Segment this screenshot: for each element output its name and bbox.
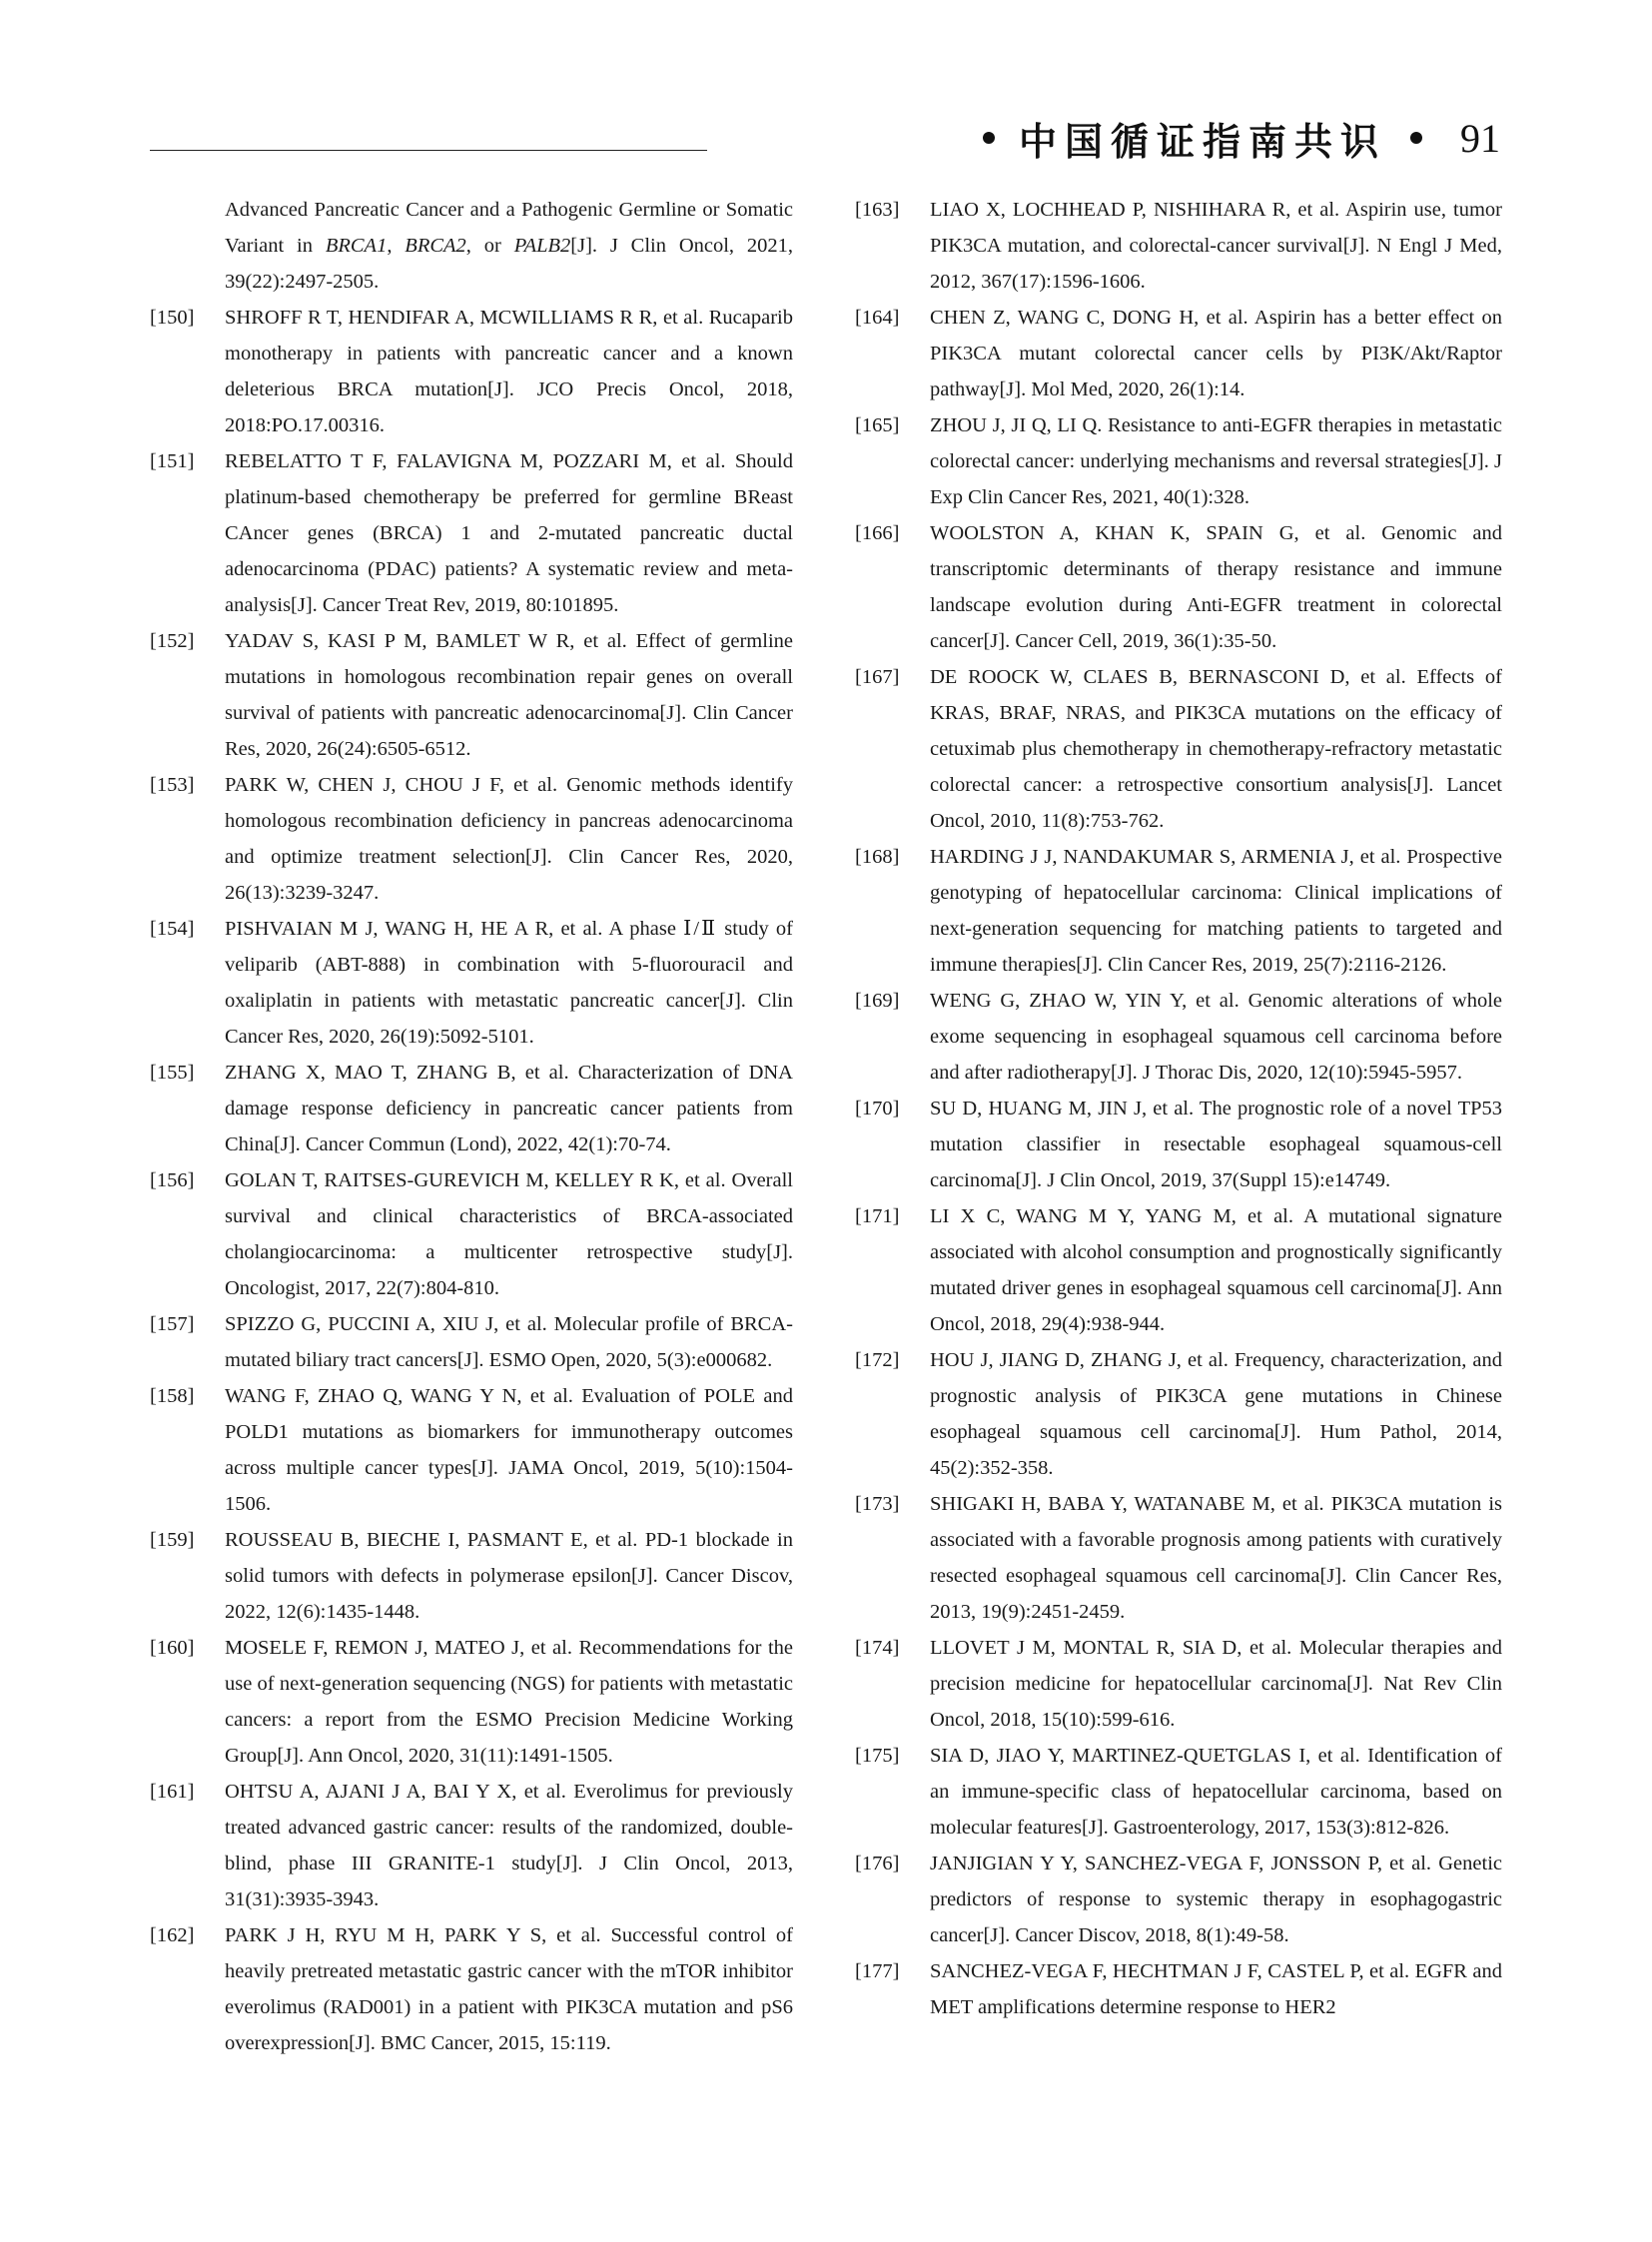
header-rule xyxy=(150,150,707,151)
reference-entry xyxy=(855,1846,1502,1953)
reference-number: [152] xyxy=(150,630,195,652)
reference-entry xyxy=(150,1774,793,1917)
reference-entry xyxy=(150,911,793,1055)
reference-number: [154] xyxy=(150,918,195,940)
reference-text: LI X C, WANG M Y, YANG M, et al. A mutational signature associated with alcohol consumption and prognostically significantly mutated driver genes in esophageal squamous cell carcinoma[J]. Ann Oncol, 2018, 29(4):938-944. xyxy=(930,1205,1502,1335)
reference-number: [163] xyxy=(855,199,900,221)
reference-entry xyxy=(150,1630,793,1774)
reference-entry xyxy=(150,443,793,623)
reference-entry xyxy=(150,300,793,443)
reference-number: [167] xyxy=(855,666,900,688)
left-column xyxy=(150,192,793,2061)
reference-number: [162] xyxy=(150,1924,195,1946)
reference-entry xyxy=(855,839,1502,983)
reference-number: [165] xyxy=(855,414,900,436)
reference-entry xyxy=(855,192,1502,300)
reference-text: WANG F, ZHAO Q, WANG Y N, et al. Evaluation of POLE and POLD1 mutations as biomarkers for immunotherapy outcomes across multiple cancer types[J]. JAMA Oncol, 2019, 5(10):1504-1506. xyxy=(225,1385,793,1515)
reference-number: [173] xyxy=(855,1493,900,1515)
reference-number: [158] xyxy=(150,1385,195,1407)
journal-title: 中国循证指南共识 xyxy=(1018,118,1386,164)
right-reference-list xyxy=(855,192,1502,2025)
reference-entry xyxy=(855,1630,1502,1738)
reference-entry xyxy=(150,1306,793,1378)
reference-text: PISHVAIAN M J, WANG H, HE A R, et al. A phase Ⅰ/Ⅱ study of veliparib (ABT-888) in combination with 5-fluorouracil and oxaliplatin in patients with metastatic pancreatic cancer[J]. Clin Cancer Res, 2020, 26(19):5092-5101. xyxy=(225,918,793,1048)
reference-number: [160] xyxy=(150,1637,195,1659)
reference-number: [169] xyxy=(855,990,900,1012)
reference-entry xyxy=(855,1091,1502,1198)
reference-number: [151] xyxy=(150,450,195,472)
reference-text: ZHOU J, JI Q, LI Q. Resistance to anti-EGFR therapies in metastatic colorectal cancer: underlying mechanisms and reversal strategies[J]. J Exp Clin Cancer Res, 2021, 40(1):328. xyxy=(930,414,1502,508)
reference-entry xyxy=(855,1738,1502,1846)
reference-text: MOSELE F, REMON J, MATEO J, et al. Recommendations for the use of next-generation sequencing (NGS) for patients with metastatic cancers: a report from the ESMO Precision Medicine Working Group[J]. Ann Oncol, 2020, 31(11):1491-1505. xyxy=(225,1637,793,1767)
reference-text: HARDING J J, NANDAKUMAR S, ARMENIA J, et al. Prospective genotyping of hepatocellular carcinoma: Clinical implications of next-generation sequencing for matching patients to targeted and immune therapies[J]. Clin Cancer Res, 2019, 25(7):2116-2126. xyxy=(930,846,1502,976)
reference-text: OHTSU A, AJANI J A, BAI Y X, et al. Everolimus for previously treated advanced gastric cancer: results of the randomized, double-blind, phase III GRANITE-1 study[J]. J Clin Oncol, 2013, 31(31):3935-3943. xyxy=(225,1781,793,1910)
reference-entry xyxy=(855,1342,1502,1486)
reference-text: SHIGAKI H, BABA Y, WATANABE M, et al. PIK3CA mutation is associated with a favorable prognosis among patients with curatively resected esophageal squamous cell carcinoma[J]. Clin Cancer Res, 2013, 19(9):2451-2459. xyxy=(930,1493,1502,1623)
bullet-dot-left xyxy=(983,132,995,144)
reference-text: PARK J H, RYU M H, PARK Y S, et al. Successful control of heavily pretreated metastatic gastric cancer with the mTOR inhibitor everolimus (RAD001) in a patient with PIK3CA mutation and pS6 overexpression[J]. BMC Cancer, 2015, 15:119. xyxy=(225,1924,793,2054)
reference-text: ROUSSEAU B, BIECHE I, PASMANT E, et al. PD-1 blockade in solid tumors with defects in polymerase epsilon[J]. Cancer Discov, 2022, 12(6):1435-1448. xyxy=(225,1529,793,1623)
reference-entry xyxy=(150,1378,793,1522)
reference-number: [171] xyxy=(855,1205,900,1227)
reference-number: [175] xyxy=(855,1745,900,1767)
reference-entry xyxy=(855,300,1502,407)
running-header xyxy=(983,108,1500,168)
reference-entry xyxy=(150,1917,793,2061)
reference-text: SIA D, JIAO Y, MARTINEZ-QUETGLAS I, et al. Identification of an immune-specific class of hepatocellular carcinoma, based on molecular features[J]. Gastroenterology, 2017, 153(3):812-826. xyxy=(930,1745,1502,1839)
reference-entry xyxy=(150,1522,793,1630)
reference-number: [172] xyxy=(855,1349,900,1371)
continued-reference: Advanced Pancreatic Cancer and a Pathogenic Germline or Somatic Variant in BRCA1, BRCA2, or PALB2[J]. J Clin Oncol, 2021, 39(22):2497-2505. xyxy=(225,199,794,293)
reference-text: LIAO X, LOCHHEAD P, NISHIHARA R, et al. Aspirin use, tumor PIK3CA mutation, and colorectal-cancer survival[J]. N Engl J Med, 2012, 367(17):1596-1606. xyxy=(930,199,1502,293)
reference-entry xyxy=(855,983,1502,1091)
reference-text: WOOLSTON A, KHAN K, SPAIN G, et al. Genomic and transcriptomic determinants of therapy resistance and immune landscape evolution during Anti-EGFR treatment in colorectal cancer[J]. Cancer Cell, 2019, 36(1):35-50. xyxy=(930,522,1502,652)
reference-text: LLOVET J M, MONTAL R, SIA D, et al. Molecular therapies and precision medicine for hepatocellular carcinoma[J]. Nat Rev Clin Oncol, 2018, 15(10):599-616. xyxy=(930,1637,1502,1731)
reference-entry xyxy=(150,1055,793,1162)
reference-number: [153] xyxy=(150,774,195,796)
bullet-dot-right xyxy=(1410,132,1422,144)
reference-entry xyxy=(855,515,1502,659)
reference-text: SANCHEZ-VEGA F, HECHTMAN J F, CASTEL P, et al. EGFR and MET amplifications determine response to HER2 xyxy=(930,1960,1502,2018)
right-column xyxy=(855,192,1502,2025)
reference-text: SPIZZO G, PUCCINI A, XIU J, et al. Molecular profile of BRCA-mutated biliary tract cancers[J]. ESMO Open, 2020, 5(3):e000682. xyxy=(225,1313,793,1371)
reference-text: DE ROOCK W, CLAES B, BERNASCONI D, et al. Effects of KRAS, BRAF, NRAS, and PIK3CA mutations on the efficacy of cetuximab plus chemotherapy in chemotherapy-refractory metastatic colorectal cancer: a retrospective consortium analysis[J]. Lancet Oncol, 2010, 11(8):753-762. xyxy=(930,666,1502,832)
reference-number: [155] xyxy=(150,1062,195,1084)
reference-entry xyxy=(855,407,1502,515)
reference-text: SHROFF R T, HENDIFAR A, MCWILLIAMS R R, et al. Rucaparib monotherapy in patients with pancreatic cancer and a known deleterious BRCA mutation[J]. JCO Precis Oncol, 2018, 2018:PO.17.00316. xyxy=(225,307,793,436)
reference-entry xyxy=(150,1162,793,1306)
reference-text: JANJIGIAN Y Y, SANCHEZ-VEGA F, JONSSON P, et al. Genetic predictors of response to systemic therapy in esophagogastric cancer[J]. Cancer Discov, 2018, 8(1):49-58. xyxy=(930,1853,1502,1946)
reference-entry xyxy=(855,1953,1502,2025)
reference-text: YADAV S, KASI P M, BAMLET W R, et al. Effect of germline mutations in homologous recombination repair genes on overall survival of patients with pancreatic adenocarcinoma[J]. Clin Cancer Res, 2020, 26(24):6505-6512. xyxy=(225,630,793,760)
reference-text: PARK W, CHEN J, CHOU J F, et al. Genomic methods identify homologous recombination deficiency in pancreas adenocarcinoma and optimize treatment selection[J]. Clin Cancer Res, 2020, 26(13):3239-3247. xyxy=(225,774,793,904)
reference-number: [159] xyxy=(150,1529,195,1551)
reference-number: [170] xyxy=(855,1098,900,1120)
page-number: 91 xyxy=(1460,115,1500,161)
reference-entry xyxy=(855,1486,1502,1630)
reference-entry xyxy=(855,659,1502,839)
reference-number: [156] xyxy=(150,1169,195,1191)
reference-text: HOU J, JIANG D, ZHANG J, et al. Frequency, characterization, and prognostic analysis of PIK3CA gene mutations in Chinese esophageal squamous cell carcinoma[J]. Hum Pathol, 2014, 45(2):352-358. xyxy=(930,1349,1502,1479)
reference-number: [168] xyxy=(855,846,900,868)
reference-text: GOLAN T, RAITSES-GUREVICH M, KELLEY R K, et al. Overall survival and clinical characteristics of BRCA-associated cholangiocarcinoma: a multicenter retrospective study[J]. Oncologist, 2017, 22(7):804-810. xyxy=(225,1169,793,1299)
reference-number: [164] xyxy=(855,307,900,329)
left-reference-list xyxy=(150,300,793,2061)
reference-number: [176] xyxy=(855,1853,900,1874)
reference-text: CHEN Z, WANG C, DONG H, et al. Aspirin has a better effect on PIK3CA mutant colorectal cancer cells by PI3K/Akt/Raptor pathway[J]. Mol Med, 2020, 26(1):14. xyxy=(930,307,1502,400)
reference-text: REBELATTO T F, FALAVIGNA M, POZZARI M, et al. Should platinum-based chemotherapy be preferred for germline BReast CAncer genes (BRCA) 1 and 2-mutated pancreatic ductal adenocarcinoma (PDAC) patients? A systematic review and meta-analysis[J]. Cancer Treat Rev, 2019, 80:101895. xyxy=(225,450,793,616)
reference-number: [177] xyxy=(855,1960,900,1982)
reference-text: WENG G, ZHAO W, YIN Y, et al. Genomic alterations of whole exome sequencing in esophageal squamous cell carcinoma before and after radiotherapy[J]. J Thorac Dis, 2020, 12(10):5945-5957. xyxy=(930,990,1502,1084)
reference-number: [174] xyxy=(855,1637,900,1659)
reference-text: ZHANG X, MAO T, ZHANG B, et al. Characterization of DNA damage response deficiency in pancreatic cancer patients from China[J]. Cancer Commun (Lond), 2022, 42(1):70-74. xyxy=(225,1062,793,1155)
reference-number: [157] xyxy=(150,1313,195,1335)
reference-entry xyxy=(150,623,793,767)
reference-entry xyxy=(855,1198,1502,1342)
reference-number: [161] xyxy=(150,1781,195,1803)
reference-text: SU D, HUANG M, JIN J, et al. The prognostic role of a novel TP53 mutation classifier in resectable esophageal squamous-cell carcinoma[J]. J Clin Oncol, 2019, 37(Suppl 15):e14749. xyxy=(930,1098,1502,1191)
reference-entry xyxy=(150,767,793,911)
reference-number: [150] xyxy=(150,307,195,329)
reference-number: [166] xyxy=(855,522,900,544)
